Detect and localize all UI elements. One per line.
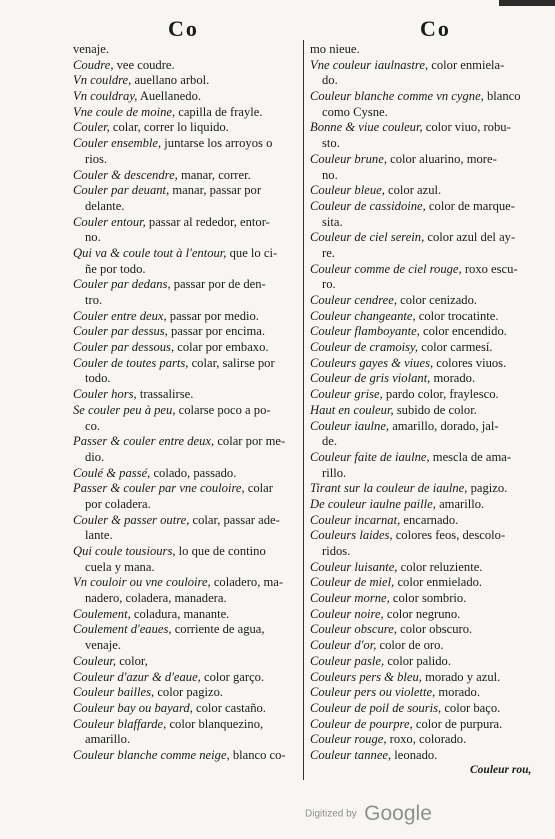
headword: Couler & descendre,: [73, 167, 178, 182]
definition: no.: [322, 167, 338, 182]
definition: color pagizo.: [154, 685, 224, 700]
entry-line: [310, 607, 532, 623]
entry-line: [310, 136, 532, 152]
definition: rios.: [85, 151, 108, 166]
entry-line: [73, 168, 299, 184]
definition: coladura, manante.: [130, 606, 230, 621]
definition: colar, passar ade-: [189, 512, 280, 527]
entry-line: [310, 497, 532, 513]
entry-line: [73, 230, 299, 246]
definition: Auellanedo.: [137, 89, 202, 104]
headword: Couler,: [73, 120, 110, 135]
entry-line: [73, 481, 299, 497]
definition: cuela y mana.: [85, 559, 155, 574]
headword: Couleur pasle,: [310, 653, 385, 668]
entry-line: [310, 324, 532, 340]
header-right: Co: [420, 16, 451, 41]
entry-line: [310, 309, 532, 325]
definition: coladero, ma-: [210, 575, 284, 590]
entry-line: [310, 215, 532, 231]
definition: todo.: [85, 371, 111, 386]
definition: passar por medio.: [166, 308, 259, 323]
entry-line: [73, 42, 299, 58]
definition: ridos.: [322, 544, 351, 558]
headword: Couler ensemble,: [73, 136, 162, 151]
entry-line: [73, 419, 299, 435]
headword: Couleur bailles,: [73, 685, 155, 700]
entry-line: [310, 152, 532, 168]
entry-line: [73, 450, 299, 466]
entry-line: [73, 215, 299, 231]
definition: color viuo, robu-: [422, 120, 511, 135]
definition: color garço.: [200, 669, 265, 684]
definition: rillo.: [322, 465, 347, 480]
definition: sto.: [322, 136, 340, 151]
headword: Couleur d'azur & d'eaue,: [73, 669, 201, 684]
definition: amarillo.: [435, 496, 485, 511]
entry-line: [73, 324, 299, 340]
definition: color cenizado.: [396, 293, 478, 307]
definition: , passar por de den-: [167, 277, 266, 292]
headword: Couleur de cramoisy,: [310, 340, 419, 355]
headword: Couleur cendree,: [310, 293, 397, 307]
definition: que lo ci-: [226, 245, 278, 260]
definition: , color aluarino, more-: [383, 151, 497, 166]
entry-line: [310, 654, 532, 670]
definition: color azul del ay-: [424, 230, 516, 245]
headword: Couleurs laides,: [310, 528, 393, 543]
definition: , blanco: [480, 89, 521, 104]
entry-line: [310, 403, 532, 419]
definition: colores feos, descolo-: [392, 528, 506, 543]
entry-line: [73, 371, 299, 387]
entry-line: [73, 246, 299, 262]
entry-line: [73, 89, 299, 105]
entry-line: [73, 544, 299, 560]
headword: Couleur rouge,: [310, 732, 387, 747]
entry-line: [73, 73, 299, 89]
headword: Bonne & viue couleur,: [310, 120, 423, 135]
left-column: [73, 42, 299, 764]
headword: Passer & couler entre deux,: [73, 434, 215, 449]
entry-line: [310, 199, 532, 215]
definition: color carmesí.: [418, 340, 493, 355]
definition: mo nieue.: [310, 42, 360, 56]
entry-line: [310, 513, 532, 529]
headword: Couleur comme de ciel rouge: [310, 261, 459, 276]
headword: Couleurs gayes & viues,: [310, 355, 434, 370]
definition: color enmielado.: [394, 575, 483, 590]
headword: Couleurs pers & bleu,: [310, 669, 422, 684]
headword: Coulement,: [73, 606, 131, 621]
entry-line: [73, 293, 299, 309]
entry-line: [73, 309, 299, 325]
headword: Couleur d'or,: [310, 638, 377, 653]
entry-line: [310, 371, 532, 387]
headword: Couler par dedans: [73, 277, 168, 292]
headword: Vne couleur iaulnastre,: [310, 57, 429, 72]
entry-line: [73, 105, 299, 121]
headword: Couleur blanche comme vn cygne: [310, 89, 481, 104]
definition: color negruno.: [383, 606, 461, 621]
entry-line: [310, 73, 532, 89]
entry-line: [310, 340, 532, 356]
definition: subido de color.: [393, 402, 477, 417]
entry-line: [73, 152, 299, 168]
headword: Couleur de miel,: [310, 575, 395, 590]
headword: Qui coule tousiours: [73, 544, 173, 558]
definition: venaje.: [85, 638, 122, 653]
headword: Couleur grise,: [310, 387, 383, 402]
entry-line: [310, 575, 532, 591]
definition: ro.: [322, 277, 336, 292]
headword: Couleur tannee,: [310, 747, 392, 762]
headword: Couler par dessous,: [73, 340, 175, 355]
entry-line: [310, 387, 532, 403]
definition: juntarse los arroyos o: [161, 136, 273, 151]
definition: por coladera.: [85, 496, 151, 511]
definition: color sombrio.: [389, 591, 467, 606]
definition: como Cysne.: [322, 104, 388, 119]
digitized-by-footer: [305, 802, 432, 826]
headword: Couler hors,: [73, 387, 137, 402]
entry-line: [310, 246, 532, 262]
headword: Haut en couleur,: [310, 402, 394, 417]
definition: morado y azul.: [421, 669, 501, 684]
running-header: [0, 16, 555, 40]
entry-line: [310, 622, 532, 638]
definition: , colar: [241, 481, 273, 496]
definition: amarillo, dorado, jal-: [389, 418, 499, 433]
entry-line: [73, 638, 299, 654]
definition: color,: [116, 653, 148, 668]
headword: Couleur blaffarde,: [73, 716, 167, 731]
definition: ñe por todo.: [85, 261, 146, 276]
entry-line: [73, 466, 299, 482]
definition: colores viuos.: [433, 355, 507, 370]
definition: , roxo escu-: [458, 261, 518, 276]
definition: passar al rededor, entor-: [145, 214, 270, 229]
definition: lante.: [85, 528, 113, 543]
headword: Couleur brune: [310, 151, 384, 166]
headword: Couleur de cassidoine,: [310, 198, 426, 213]
entry-line: [310, 230, 532, 246]
headword: Tirant sur la couleur de iaulne,: [310, 481, 468, 496]
definition: color reluziente.: [397, 559, 483, 574]
definition: leonado.: [391, 747, 438, 762]
entry-line: [310, 685, 532, 701]
definition: pardo color, fraylesco.: [382, 387, 499, 402]
definition: co.: [85, 418, 101, 433]
definition: roxo, colorado.: [386, 732, 467, 747]
entry-line: [73, 199, 299, 215]
definition: colarse poco a po-: [175, 402, 271, 417]
definition: , lo que de contino: [172, 544, 266, 558]
entry-line: [73, 670, 299, 686]
entry-line: [310, 183, 532, 199]
headword: Couleur faite de iaulne,: [310, 449, 430, 464]
entry-line: [310, 544, 532, 560]
entry-line: [310, 89, 532, 105]
headword: Qui va & coule tout à l'entour,: [73, 245, 227, 260]
entry-line: [310, 419, 532, 435]
headword: Couleur noire,: [310, 606, 384, 621]
headword: Vn couldre,: [73, 73, 132, 88]
definition: , corriente de agua,: [168, 622, 265, 637]
entry-line: [73, 340, 299, 356]
entry-line: [73, 685, 299, 701]
definition: trassalirse.: [136, 387, 194, 402]
entry-line: [310, 120, 532, 136]
entry-line: [310, 638, 532, 654]
right-column: [310, 42, 532, 764]
headword: Couleur de pourpre,: [310, 716, 413, 731]
entry-line: [310, 277, 532, 293]
entry-line: [73, 120, 299, 136]
definition: colar por embaxo.: [174, 340, 269, 355]
definition: pagizo.: [467, 481, 508, 496]
headword: Coulement d'eaues: [73, 622, 169, 637]
definition: manar, correr.: [177, 167, 251, 182]
entry-line: [73, 732, 299, 748]
entry-line: [310, 168, 532, 184]
definition: tro.: [85, 293, 103, 307]
headword: Couleur bay ou bayard,: [73, 700, 193, 715]
headword: Couleur iaulne,: [310, 418, 390, 433]
entry-line: [310, 105, 532, 121]
entry-line: [310, 717, 532, 733]
definition: morado.: [435, 685, 480, 700]
entry-line: [73, 497, 299, 513]
entry-line: [310, 293, 532, 309]
definition: color palido.: [384, 653, 451, 668]
headword: Couler entour,: [73, 214, 146, 229]
definition: , manar, passar por: [166, 183, 262, 198]
headword: Couler de toutes parts: [73, 355, 186, 370]
entry-line: [73, 136, 299, 152]
entry-line: [310, 560, 532, 576]
definition: delante.: [85, 198, 125, 213]
definition: auellano arbol.: [131, 73, 210, 88]
entry-line: [310, 262, 532, 278]
entry-line: [310, 450, 532, 466]
definition: no.: [85, 230, 101, 245]
entry-line: [310, 732, 532, 748]
definition: venaje.: [73, 42, 110, 56]
entry-line: [310, 356, 532, 372]
definition: vee coudre.: [113, 57, 175, 72]
entry-line: [73, 356, 299, 372]
definition: color de purpura.: [412, 716, 503, 731]
headword: Couleur de ciel serein,: [310, 230, 425, 245]
headword: Couleur obscure,: [310, 622, 397, 637]
headword: Couleur luisante,: [310, 559, 398, 574]
definition: color azul.: [384, 183, 442, 198]
entry-line: [310, 670, 532, 686]
headword: De couleur iaulne paille,: [310, 496, 436, 511]
headword: Coulé & passé,: [73, 465, 151, 480]
definition: color castaño.: [192, 700, 266, 715]
headword: Passer & couler par vne couloire: [73, 481, 242, 496]
entry-line: [310, 701, 532, 717]
definition: color de oro.: [376, 638, 444, 653]
definition: color encendido.: [419, 324, 507, 339]
headword: Couleur morne,: [310, 591, 390, 606]
entry-line: [73, 58, 299, 74]
entry-line: [310, 748, 532, 764]
definition: do.: [322, 73, 338, 88]
headword: Couleur flamboyante,: [310, 324, 420, 339]
definition: color de marque-: [425, 198, 515, 213]
definition: passar por encima.: [167, 324, 266, 339]
entry-line: [310, 58, 532, 74]
entry-line: [73, 513, 299, 529]
entry-line: [310, 466, 532, 482]
entry-line: [310, 42, 532, 58]
headword: Vne coule de moine,: [73, 104, 176, 119]
definition: colar, correr lo liquido.: [109, 120, 229, 135]
entry-line: [73, 434, 299, 450]
headword: Vn couloir ou vne couloire,: [73, 575, 211, 590]
entry-line: [310, 481, 532, 497]
definition: morado.: [430, 371, 476, 386]
headword: Couleur blanche comme neige: [73, 747, 227, 762]
column-divider: [303, 40, 304, 780]
headword: Se couler peu à peu,: [73, 402, 176, 417]
entry-line: [73, 654, 299, 670]
definition: color enmiela-: [428, 57, 505, 72]
definition: sita.: [322, 214, 343, 229]
entry-line: [310, 591, 532, 607]
headword: Vn couldray,: [73, 89, 138, 104]
header-left: Co: [168, 16, 199, 41]
definition: color blanquezino,: [166, 716, 264, 731]
entry-line: [73, 183, 299, 199]
definition: encarnado.: [400, 512, 459, 527]
headword: Couleur incarnat,: [310, 512, 401, 527]
headword: Couler par dessus,: [73, 324, 168, 339]
entry-line: [73, 622, 299, 638]
definition: amarillo.: [85, 732, 131, 747]
definition: color trocatinte.: [415, 308, 499, 323]
headword: Couleur de poil de souris,: [310, 700, 442, 715]
headword: Couler entre deux,: [73, 308, 167, 323]
entry-line: [73, 528, 299, 544]
entry-line: [310, 528, 532, 544]
entry-line: [310, 434, 532, 450]
headword: Coudre,: [73, 57, 114, 72]
footer-brand: Google: [364, 802, 432, 825]
entry-line: [73, 277, 299, 293]
headword: Couleur,: [73, 653, 117, 668]
entry-line: [73, 717, 299, 733]
entry-line: [73, 387, 299, 403]
entry-line: [73, 748, 299, 764]
definition: nadero, coladera, manadera.: [85, 591, 227, 606]
definition: re.: [322, 245, 335, 260]
entry-line: [73, 607, 299, 623]
entry-line: [73, 575, 299, 591]
entry-line: [73, 591, 299, 607]
headword: Couleur changeante,: [310, 308, 416, 323]
definition: , colar, salirse por: [185, 355, 275, 370]
definition: colado, passado.: [150, 465, 237, 480]
headword: Couler & passer outre,: [73, 512, 190, 527]
headword: Couleur de gris violant,: [310, 371, 431, 386]
headword: Couleur pers ou violette,: [310, 685, 436, 700]
definition: color obscuro.: [396, 622, 473, 637]
definition: mescla de ama-: [429, 449, 512, 464]
catchword: Couleur rou,: [470, 764, 532, 776]
entry-line: [73, 403, 299, 419]
entry-line: [73, 701, 299, 717]
entry-line: [73, 262, 299, 278]
scan-edge-mark: [499, 0, 555, 6]
definition: , blanco co-: [226, 747, 286, 762]
definition: de.: [322, 434, 338, 449]
headword: Couleur bleue,: [310, 183, 385, 198]
entry-line: [73, 560, 299, 576]
definition: colar por me-: [214, 434, 286, 449]
definition: color baço.: [441, 700, 501, 715]
definition: capilla de frayle.: [175, 104, 263, 119]
definition: dio.: [85, 449, 105, 464]
headword: Couler par deuant: [73, 183, 167, 198]
footer-prefix: Digitized by: [305, 808, 357, 820]
